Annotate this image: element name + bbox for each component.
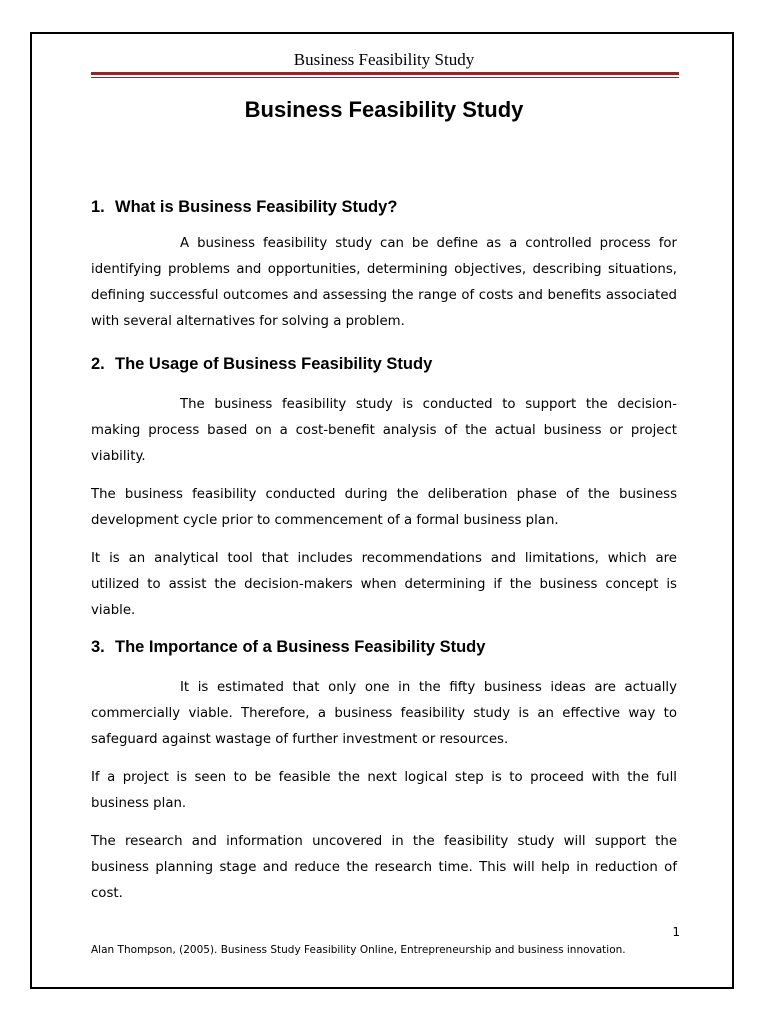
section-heading: [91, 635, 677, 659]
section-number: 1.: [91, 198, 105, 216]
section-2: [91, 352, 677, 624]
section-title: The Usage of Business Feasibility Study: [115, 355, 433, 373]
header-rule-thick: [91, 72, 679, 75]
section-number: 2.: [91, 355, 105, 373]
section-3: [91, 635, 677, 907]
page-number: 1: [672, 925, 680, 939]
running-header: Business Feasibility Study: [293, 50, 475, 69]
paragraph: The business feasibility study is conducted to support the decision-making process based on a cost-benefit analysis of the actual business or project viability.: [91, 397, 677, 464]
header-rule-thin: [91, 77, 679, 78]
section-heading: [91, 195, 677, 219]
section-title: The Importance of a Business Feasibility Study: [115, 638, 486, 656]
section-number: 3.: [91, 638, 105, 656]
paragraph: A business feasibility study can be define as a controlled process for identifying problems and opportunities, determining objectives, describing situations, defining successful outcomes and assessing the range of costs and benefits associated with several alternatives for solving a problem.: [91, 236, 677, 329]
paragraph: If a project is seen to be feasible the next logical step is to proceed with the full business plan.: [91, 770, 677, 811]
section-1: [91, 195, 677, 335]
paragraph: It is estimated that only one in the fifty business ideas are actually commercially viable. Therefore, a business feasibility study is an effective way to safeguard against wastage of further investment or resources.: [91, 680, 677, 747]
document-title: Business Feasibility Study: [244, 97, 524, 122]
footnote-citation: Alan Thompson, (2005). Business Study Feasibility Online, Entrepreneurship and business innovation.: [91, 944, 626, 956]
section-heading: [91, 352, 677, 376]
paragraph: It is an analytical tool that includes recommendations and limitations, which are utilized to assist the decision-makers when determining if the business concept is viable.: [91, 551, 677, 618]
paragraph: The research and information uncovered in the feasibility study will support the business planning stage and reduce the research time. This will help in reduction of cost.: [91, 834, 677, 901]
section-title: What is Business Feasibility Study?: [115, 198, 398, 216]
paragraph: The business feasibility conducted during the deliberation phase of the business development cycle prior to commencement of a formal business plan.: [91, 487, 677, 528]
